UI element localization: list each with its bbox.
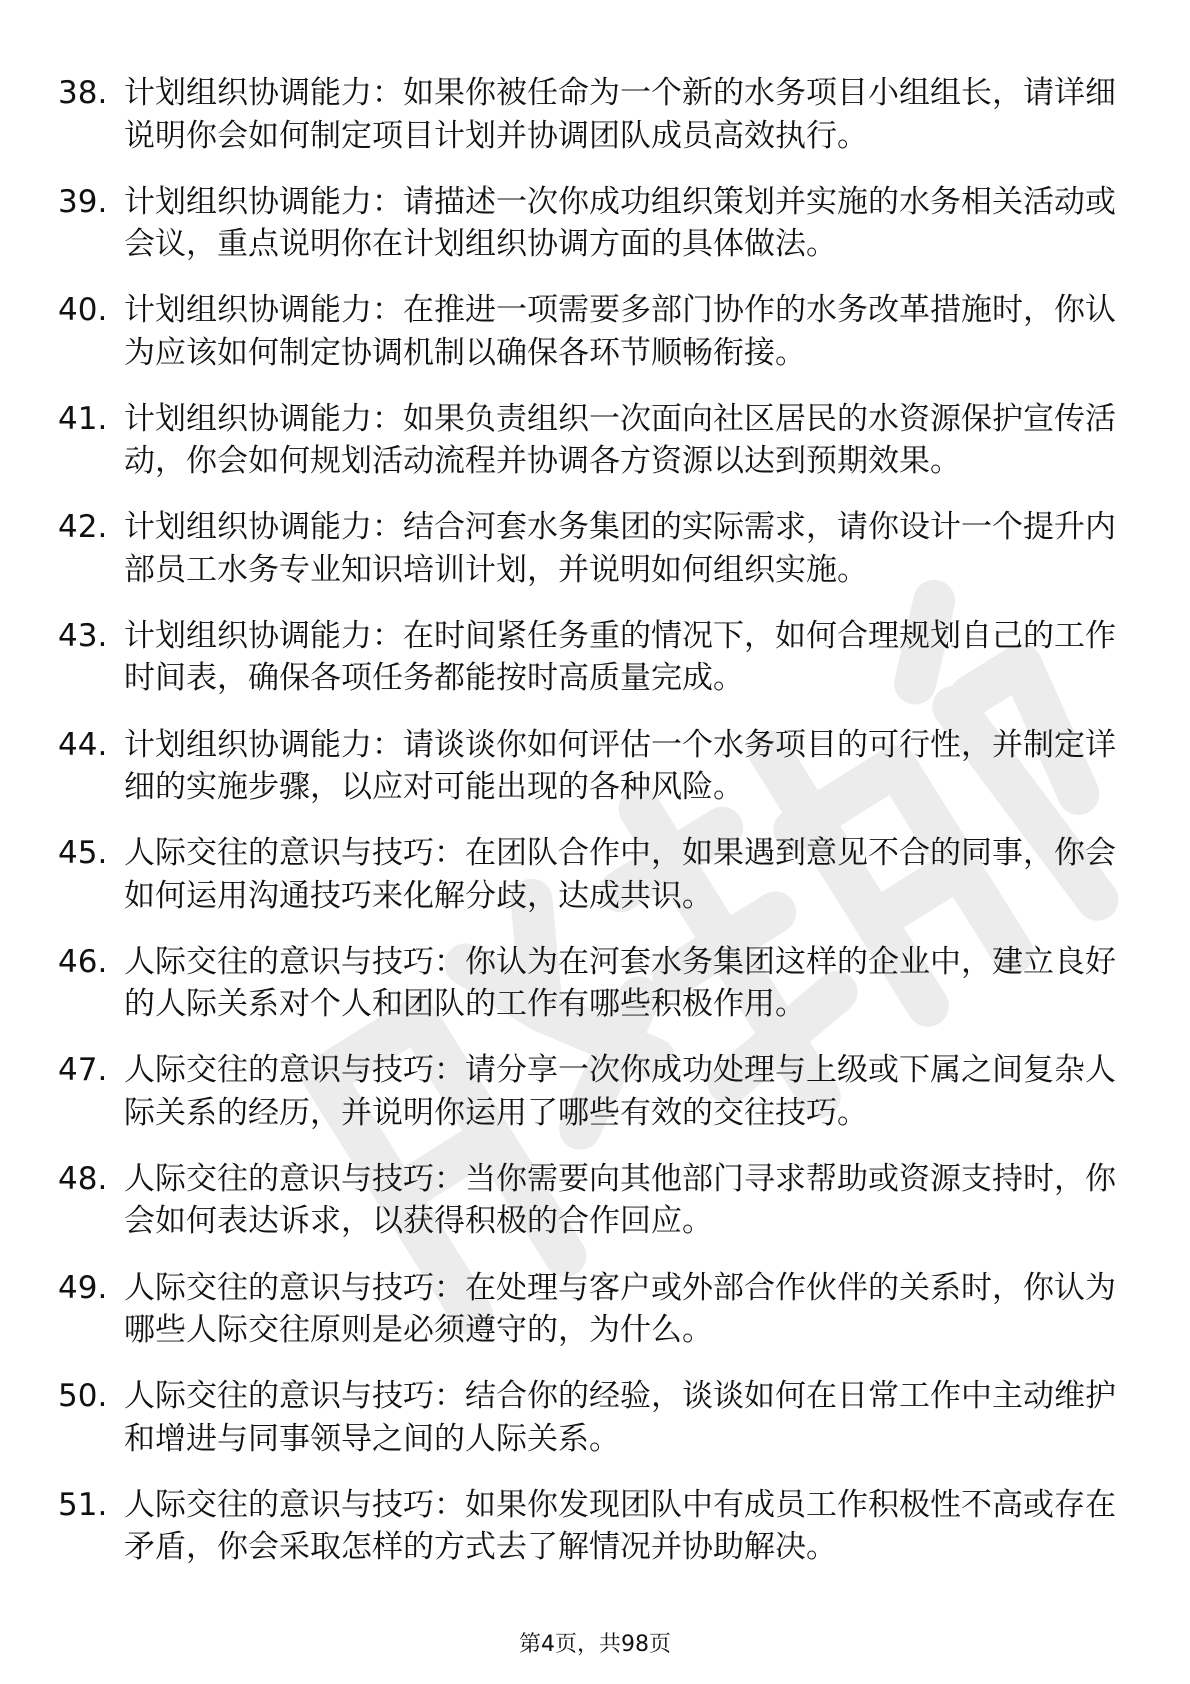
question-number: 44. bbox=[58, 726, 108, 763]
question-text: 计划组织协调能力：如果你被任命为一个新的水务项目小组组长，请详细说明你会如何制定项目计划并协调团队成员高效执行。 bbox=[124, 75, 1116, 154]
question-number: 46. bbox=[58, 943, 108, 980]
question-text: 人际交往的意识与技巧：请分享一次你成功处理与上级或下属之间复杂人际关系的经历，并说明你运用了哪些有效的交往技巧。 bbox=[124, 1052, 1116, 1131]
question-item bbox=[58, 1484, 1118, 1569]
question-item bbox=[58, 1158, 1118, 1243]
question-text: 计划组织协调能力：在推进一项需要多部门协作的水务改革措施时，你认为应该如何制定协调机制以确保各环节顺畅衔接。 bbox=[124, 292, 1116, 371]
question-number: 50. bbox=[58, 1378, 108, 1415]
question-number: 43. bbox=[58, 617, 108, 654]
question-item bbox=[58, 1267, 1118, 1352]
question-number: 51. bbox=[58, 1486, 108, 1523]
question-number: 45. bbox=[58, 835, 108, 872]
question-item bbox=[58, 615, 1118, 700]
question-item bbox=[58, 72, 1118, 157]
question-item bbox=[58, 506, 1118, 591]
page-number-footer: 第4页，共98页 bbox=[519, 1632, 671, 1657]
question-item bbox=[58, 832, 1118, 917]
question-item bbox=[58, 289, 1118, 374]
question-text: 计划组织协调能力：如果负责组织一次面向社区居民的水资源保护宣传活动，你会如何规划活动流程并协调各方资源以达到预期效果。 bbox=[124, 400, 1116, 480]
question-item bbox=[58, 1375, 1118, 1460]
question-number: 42. bbox=[58, 509, 108, 546]
question-text: 计划组织协调能力：在时间紧任务重的情况下，如何合理规划自己的工作时间表，确保各项任务都能按时高质量完成。 bbox=[124, 617, 1116, 697]
question-item bbox=[58, 398, 1118, 483]
question-text: 人际交往的意识与技巧：在团队合作中，如果遇到意见不合的同事，你会如何运用沟通技巧来化解分歧，达成共识。 bbox=[124, 835, 1116, 914]
question-item bbox=[58, 724, 1118, 809]
question-text: 人际交往的意识与技巧：当你需要向其他部门寻求帮助或资源支持时，你会如何表达诉求，以获得积极的合作回应。 bbox=[124, 1160, 1116, 1240]
question-text: 计划组织协调能力：请描述一次你成功组织策划并实施的水务相关活动或会议，重点说明你在计划组织协调方面的具体做法。 bbox=[124, 183, 1116, 263]
question-number: 41. bbox=[58, 400, 108, 437]
question-item bbox=[58, 181, 1118, 266]
question-text: 人际交往的意识与技巧：如果你发现团队中有成员工作积极性不高或存在矛盾，你会采取怎样的方式去了解情况并协助解决。 bbox=[124, 1486, 1116, 1566]
question-text: 人际交往的意识与技巧：结合你的经验，谈谈如何在日常工作中主动维护和增进与同事领导之间的人际关系。 bbox=[124, 1378, 1116, 1457]
question-number: 38. bbox=[58, 75, 108, 111]
question-text: 计划组织协调能力：请谈谈你如何评估一个水务项目的可行性，并制定详细的实施步骤，以应对可能出现的各种风险。 bbox=[124, 726, 1116, 806]
question-text: 计划组织协调能力：结合河套水务集团的实际需求，请你设计一个提升内部员工水务专业知识培训计划，并说明如何组织实施。 bbox=[124, 509, 1116, 588]
question-number: 47. bbox=[58, 1052, 108, 1089]
question-item bbox=[58, 941, 1118, 1026]
question-item bbox=[58, 1049, 1118, 1134]
question-list bbox=[58, 72, 1118, 1592]
question-number: 49. bbox=[58, 1269, 108, 1306]
question-number: 40. bbox=[58, 292, 108, 329]
question-text: 人际交往的意识与技巧：你认为在河套水务集团这样的企业中，建立良好的人际关系对个人和团队的工作有哪些积极作用。 bbox=[124, 943, 1116, 1023]
question-number: 48. bbox=[58, 1160, 108, 1197]
question-number: 39. bbox=[58, 183, 108, 220]
question-text: 人际交往的意识与技巧：在处理与客户或外部合作伙伴的关系时，你认为哪些人际交往原则是必须遵守的，为什么。 bbox=[124, 1269, 1116, 1349]
